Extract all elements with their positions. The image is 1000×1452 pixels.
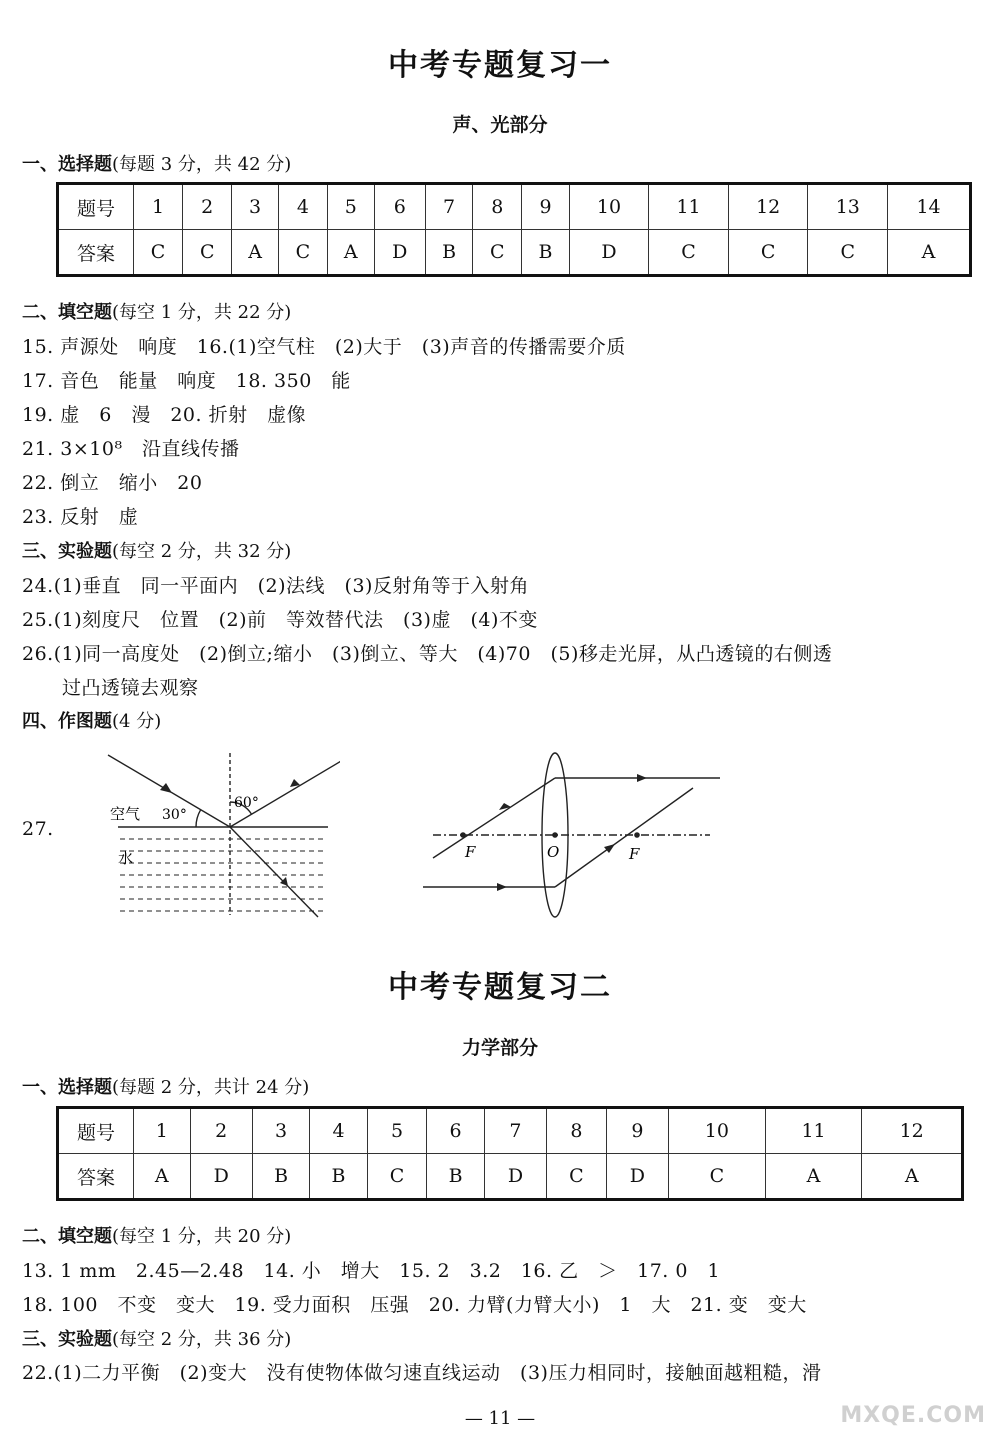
- label-air: 空气: [110, 805, 141, 823]
- question-number-cell: 13: [808, 184, 888, 230]
- section-heading-fill-2: [22, 1222, 291, 1248]
- heading-note: (每题 3 分，共 42 分): [112, 154, 292, 175]
- answer-cell: C: [808, 230, 888, 276]
- question-number-cell: 2: [190, 1108, 252, 1154]
- answer-line: 17. 音色 能量 响度 18. 350 能: [22, 370, 351, 392]
- question-number-cell: 11: [765, 1108, 862, 1154]
- heading-text: 三、实验题: [22, 541, 112, 562]
- question-number-cell: 6: [427, 1108, 484, 1154]
- answer-line: 22.(1)二力平衡 (2)变大 没有使物体做匀速直线运动 (3)压力相同时，接触面越粗糙，滑: [22, 1362, 822, 1384]
- label-optical-center: O: [547, 843, 560, 861]
- question-number-cell: 2: [183, 184, 232, 230]
- table-row-answers: [58, 1154, 963, 1200]
- focus-point-right: [634, 832, 640, 838]
- answer-cell: C: [649, 230, 729, 276]
- label-focus-left: F: [465, 843, 476, 861]
- heading-note: (每空 2 分，共 32 分): [112, 541, 292, 562]
- water-hatching: [120, 839, 326, 911]
- question-number-cell: 6: [374, 184, 425, 230]
- answer-cell: A: [134, 1154, 191, 1200]
- watermark-logo: MXQE.COM: [840, 1403, 986, 1428]
- focus-point-left: [460, 832, 466, 838]
- section-heading-experiment-2: [22, 1325, 291, 1351]
- answer-line-continued: 过凸透镜去观察: [62, 677, 199, 699]
- answer-cell: B: [427, 1154, 484, 1200]
- answer-cell: A: [862, 1154, 963, 1200]
- heading-text: 二、填空题: [22, 1226, 112, 1247]
- answer-table-review-2: [56, 1106, 964, 1201]
- answer-line: 25.(1)刻度尺 位置 (2)前 等效替代法 (3)虚 (4)不变: [22, 609, 538, 631]
- question-number-27: 27.: [22, 818, 54, 840]
- answer-line: 23. 反射 虚: [22, 506, 139, 528]
- label-angle-30: 30°: [162, 807, 187, 823]
- answer-line: 19. 虚 6 漫 20. 折射 虚像: [22, 404, 307, 426]
- answer-cell: C: [134, 230, 183, 276]
- reflected-ray: [230, 757, 340, 827]
- question-number-cell: 1: [134, 1108, 191, 1154]
- answer-cell: D: [484, 1154, 546, 1200]
- question-number-cell: 8: [547, 1108, 607, 1154]
- page-title-review-2: 中考专题复习二: [388, 970, 612, 1005]
- question-number-cell: 14: [888, 184, 971, 230]
- answer-cell: B: [252, 1154, 309, 1200]
- answer-cell: C: [278, 230, 327, 276]
- answer-cell: C: [547, 1154, 607, 1200]
- ray-through-focus-right: [555, 788, 693, 887]
- question-number-cell: 9: [606, 1108, 668, 1154]
- answer-table-review-1: [56, 182, 972, 277]
- section-heading-choice-2: [22, 1073, 309, 1099]
- heading-note: (每空 1 分，共 20 分): [112, 1226, 292, 1247]
- question-number-cell: 12: [862, 1108, 963, 1154]
- answer-cell: A: [765, 1154, 862, 1200]
- answer-cell: D: [569, 230, 649, 276]
- section-heading-drawing: [22, 707, 161, 733]
- question-number-cell: 7: [425, 184, 472, 230]
- label-focus-right: F: [629, 845, 640, 863]
- heading-text: 四、作图题: [22, 711, 112, 732]
- answer-line: 18. 100 不变 变大 19. 受力面积 压强 20. 力臂(力臂大小) 1 大 21. 变 变大: [22, 1294, 807, 1316]
- answer-line: 26.(1)同一高度处 (2)倒立;缩小 (3)倒立、等大 (4)70 (5)移走光屏，从凸透镜的右侧透: [22, 643, 833, 665]
- section-heading-fill-1: [22, 298, 291, 324]
- answer-line: 22. 倒立 缩小 20: [22, 472, 203, 494]
- section-heading-experiment-1: [22, 537, 291, 563]
- row-label-answer: 答案: [58, 1154, 134, 1200]
- label-angle-60: 60°: [234, 795, 259, 811]
- answer-line: 15. 声源处 响度 16.(1)空气柱 (2)大于 (3)声音的传播需要介质: [22, 336, 626, 358]
- answer-line: 21. 3×10⁸ 沿直线传播: [22, 438, 240, 460]
- section-subtitle-sound-light: 声、光部分: [452, 114, 548, 136]
- page-title-review-1: 中考专题复习一: [388, 48, 612, 83]
- question-number-cell: 1: [134, 184, 183, 230]
- angle-arc-30: [196, 810, 201, 827]
- row-label-answer: 答案: [58, 230, 134, 276]
- refracted-ray: [230, 827, 318, 917]
- label-water: 水: [118, 849, 134, 867]
- heading-note: (4 分): [112, 711, 162, 732]
- answer-cell: B: [425, 230, 472, 276]
- ray-arrows: [460, 774, 647, 891]
- heading-text: 一、选择题: [22, 154, 112, 175]
- question-number-cell: 4: [310, 1108, 367, 1154]
- answer-cell: A: [328, 230, 375, 276]
- row-label-number: 题号: [58, 1108, 134, 1154]
- heading-text: 三、实验题: [22, 1329, 112, 1350]
- section-subtitle-mechanics: 力学部分: [461, 1037, 538, 1059]
- heading-text: 二、填空题: [22, 302, 112, 323]
- answer-cell: C: [728, 230, 808, 276]
- ray-through-focus-left: [433, 778, 555, 858]
- question-number-cell: 7: [484, 1108, 546, 1154]
- heading-note: (每题 2 分，共计 24 分): [112, 1077, 310, 1098]
- answer-cell: C: [473, 230, 522, 276]
- answer-cell: A: [232, 230, 279, 276]
- question-number-cell: 3: [232, 184, 279, 230]
- answer-cell: D: [190, 1154, 252, 1200]
- table-row-numbers: [58, 184, 971, 230]
- question-number-cell: 10: [569, 184, 649, 230]
- row-label-number: 题号: [58, 184, 134, 230]
- page-number: — 11 —: [464, 1408, 536, 1429]
- lens-diagram: [415, 745, 735, 925]
- answer-line: 13. 1 mm 2.45—2.48 14. 小 增大 15. 2 3.2 16. 乙 ＞ 17. 0 1: [22, 1260, 721, 1282]
- question-number-cell: 5: [367, 1108, 427, 1154]
- question-number-cell: 11: [649, 184, 729, 230]
- refraction-diagram: [100, 745, 340, 920]
- answer-cell: C: [669, 1154, 766, 1200]
- optical-center-point: [552, 832, 558, 838]
- question-number-cell: 3: [252, 1108, 309, 1154]
- answer-cell: B: [310, 1154, 367, 1200]
- question-number-cell: 10: [669, 1108, 766, 1154]
- heading-text: 一、选择题: [22, 1077, 112, 1098]
- table-row-numbers: [58, 1108, 963, 1154]
- table-row-answers: [58, 230, 971, 276]
- answer-cell: C: [183, 230, 232, 276]
- answer-cell: B: [522, 230, 569, 276]
- question-number-cell: 9: [522, 184, 569, 230]
- heading-note: (每空 2 分，共 36 分): [112, 1329, 292, 1350]
- answer-cell: C: [367, 1154, 427, 1200]
- section-heading-choice-1: [22, 150, 291, 176]
- question-number-cell: 8: [473, 184, 522, 230]
- question-number-cell: 4: [278, 184, 327, 230]
- answer-cell: D: [606, 1154, 668, 1200]
- question-number-cell: 5: [328, 184, 375, 230]
- answer-line: 24.(1)垂直 同一平面内 (2)法线 (3)反射角等于入射角: [22, 575, 529, 597]
- answer-cell: D: [374, 230, 425, 276]
- heading-note: (每空 1 分，共 22 分): [112, 302, 292, 323]
- answer-cell: A: [888, 230, 971, 276]
- question-number-cell: 12: [728, 184, 808, 230]
